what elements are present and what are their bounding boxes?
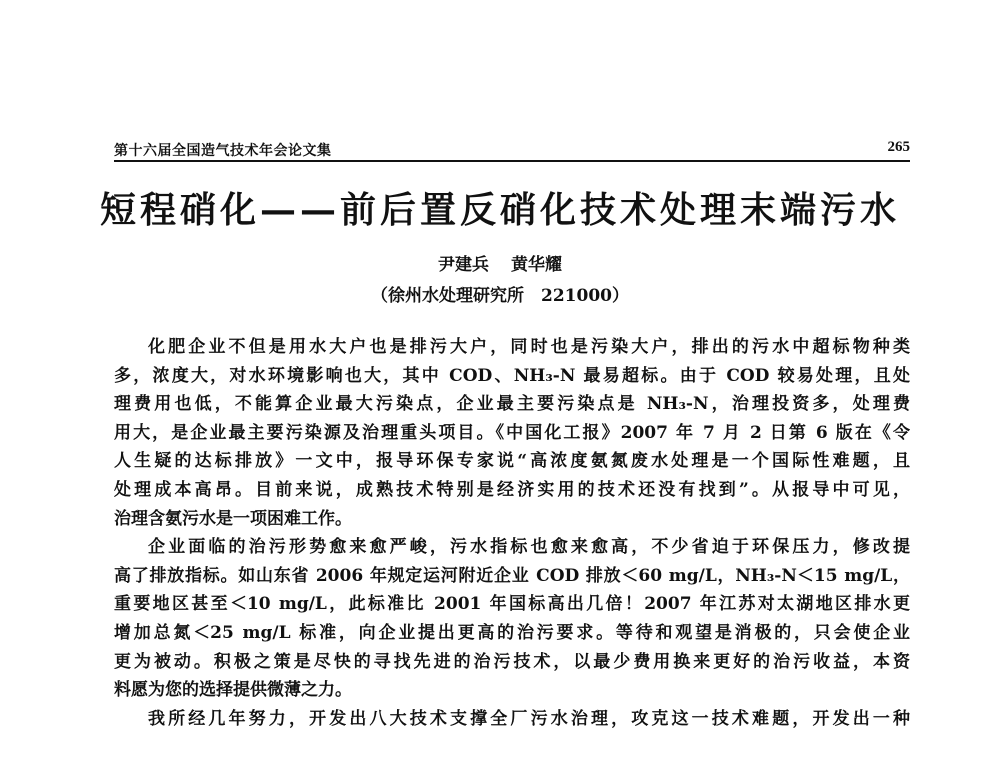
paragraph-line: 化肥企业不但是用水大户也是排污大户，同时也是污染大户，排出的污水中超标物种类 [148, 337, 910, 357]
author-affiliation: （徐州水处理研究所 221000） [371, 286, 629, 306]
paragraph-line: 增加总氮＜25 mg/L 标准，向企业提出更高的治污要求。等待和观望是消极的，只会使企业 [114, 622, 910, 643]
paragraph-line: 我所经几年努力，开发出八大技术支撑全厂污水治理，攻克这一技术难题，开发出一种 [148, 708, 910, 729]
paragraph-line: 处理成本高昂。目前来说，成熟技术特别是经济实用的技术还没有找到”。从报导中可见， [114, 479, 910, 500]
article-body [114, 333, 910, 733]
author-list [0, 250, 1000, 275]
paragraph-line: 料愿为您的选择提供微薄之力。 [114, 680, 352, 701]
author-name: 尹建兵 [438, 255, 489, 275]
author-name: 黄华耀 [511, 255, 562, 275]
paragraph-line: 重要地区甚至＜10 mg/L，此标准比 2001 年国标高出几倍！2007 年江苏对太湖地区排水更 [114, 594, 910, 615]
paragraph-line: 理费用也低，不能算企业最大污染点，企业最主要污染点是 NH₃-N，治理投资多，处理费 [114, 394, 910, 415]
paragraph-line: 企业面临的治污形势愈来愈严峻，污水指标也愈来愈高，不少省迫于环保压力，修改提 [148, 537, 910, 558]
paragraph-line: 多，浓度大，对水环境影响也大，其中 COD、NH₃-N 最易超标。由于 COD 较易处理，且处 [114, 365, 910, 386]
proceedings-title: 第十六届全国造气技术年会论文集 [114, 143, 332, 159]
paragraph-line: 治理含氨污水是一项困难工作。 [114, 508, 352, 529]
article-title: 短程硝化——前后置反硝化技术处理末端污水 [99, 189, 900, 231]
paragraph-line: 用大，是企业最主要污染源及治理重头项目。《中国化工报》2007 年 7 月 2 日第 6 版在《令 [114, 422, 910, 443]
header-rule [114, 160, 910, 162]
page-number: 265 [887, 139, 910, 155]
paragraph-line: 人生疑的达标排放》一文中，报导环保专家说“高浓度氨氮废水处理是一个国际性难题，且 [114, 451, 910, 472]
paragraph-line: 更为被动。积极之策是尽快的寻找先进的治污技术，以最少费用换来更好的治污收益，本资 [114, 651, 910, 672]
paragraph-line: 高了排放指标。如山东省 2006 年规定运河附近企业 COD 排放＜60 mg/L，NH₃-N＜15 mg/L， [114, 565, 910, 586]
running-header [114, 138, 910, 162]
